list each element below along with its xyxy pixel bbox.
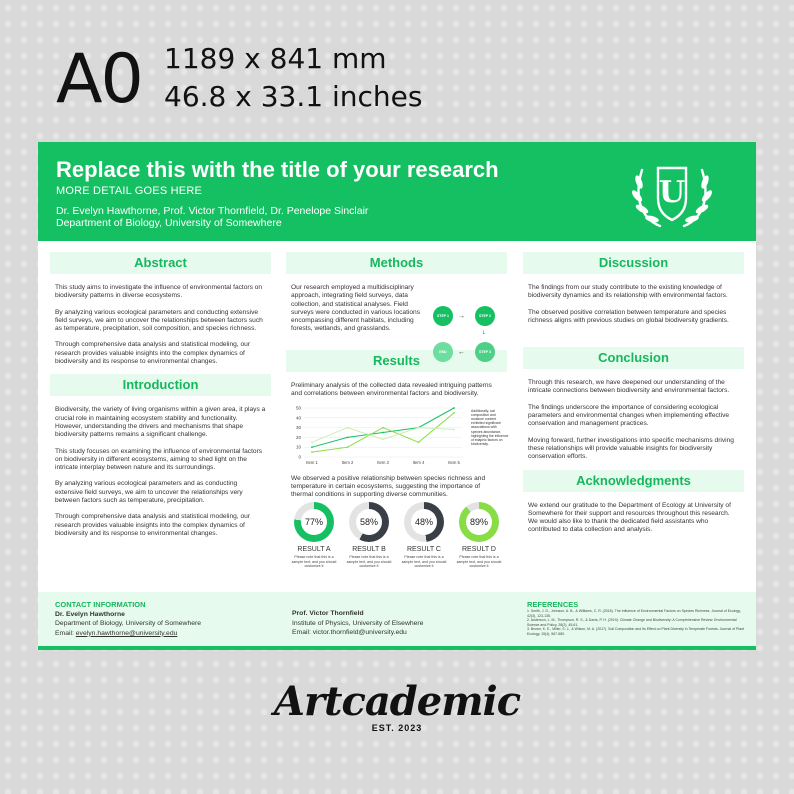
chart-y-tick-label: 40 (295, 414, 301, 420)
chart-note: Additionally, soil composition and moisture content exhibited significant associations with species abundance, highlighting the influence of edaphic factors on biodiversity. (471, 408, 509, 447)
pie-value: 89% (466, 509, 492, 535)
abstract-body (50, 284, 271, 366)
pie-label: RESULT D (462, 546, 496, 554)
introduction-p4: Through comprehensive data analysis and statistical modeling, our research provides valuable insights into the complex dynamics of biodiversity and its response to environmental changes. (55, 513, 250, 537)
paper-dimensions (164, 40, 422, 116)
paper-size-label: A0 (56, 40, 142, 119)
introduction-heading: Introduction (50, 374, 271, 396)
chart-data-point (382, 438, 384, 440)
reference-3: 3. Brown, K. E., Miller, S. J., & Wilson, M. A. (2017). Soil Composition and Its Effect on Plant Diversity in Temperate Forests. Journal of Plant Ecology, 15(4), 567-580. (527, 627, 744, 636)
chart-data-point (311, 446, 313, 448)
pie-ring (404, 502, 444, 542)
flow-arrow-left-icon: ← (458, 349, 465, 356)
discussion-p1: The findings from our study contribute to the existing knowledge of biodiversity dynamics and its relationship with environmental factors. (528, 284, 728, 300)
chart-data-point (453, 407, 455, 409)
acknowledgments-heading: Acknowledgments (523, 470, 744, 492)
conclusion-p3: Moving forward, further investigations into specific mechanisms driving these relationships will provide valuable insights for biodiversity conservation efforts. (528, 436, 734, 461)
methods-text: Our research employed a multidisciplinary approach, integrating field surveys, data collection, and statistical analyses. Field surveys were conducted in various locations encompassing different habitats, including forests, wetlands, and grasslands. (291, 284, 421, 333)
chart-x-tick-label: Item 3 (377, 459, 389, 465)
chart-data-point (418, 426, 420, 428)
contact-2-email: Email: victor.thornfield@university.edu (292, 629, 407, 636)
abstract-p3: Through comprehensive data analysis and statistical modeling, our research provides valuable insights into the complex dynamics of biodiversity and its response to environmental changes. (55, 341, 250, 366)
chart-data-point (418, 441, 420, 443)
introduction-p3: By analyzing various ecological parameters and as conducting extensive field surveys, we aim to uncover the relationships very between factors such as temperature, precipitation. (55, 480, 243, 505)
methods-flow-diagram (431, 306, 506, 368)
dimensions-mm: 1189 x 841 mm (164, 42, 387, 75)
pie-ring (349, 502, 389, 542)
poster-title: Replace this with the title of your research (56, 157, 499, 182)
contact-1 (55, 600, 201, 638)
logo-letter: U (658, 175, 686, 210)
pie-result-c (400, 502, 448, 568)
methods-block (286, 274, 507, 356)
results-chart (286, 403, 507, 471)
reference-2: 2. Anderson, L. M., Thompson, R. S., & Davis, P. H. (2019). Climate Change and Biodiversity: A Comprehensive Review. Environmental Science and Policy, 28(2), 45-61. (527, 618, 737, 627)
methods-heading: Methods (286, 252, 507, 274)
contact-1-dept: Department of Biology, University of Somewhere (55, 620, 202, 627)
discussion-heading: Discussion (523, 252, 744, 274)
contact-1-email-line (55, 629, 201, 639)
contact-2-name: Prof. Victor Thornfield (292, 610, 364, 617)
chart-data-point (347, 446, 349, 448)
chart-y-tick-label: 30 (295, 424, 301, 430)
results-pies (286, 502, 507, 568)
chart-x-tick-label: Item 5 (448, 459, 460, 465)
contact-2-dept: Institute of Physics, University of Elsewhere (292, 619, 424, 627)
introduction-p2: This study focuses on examining the influence of environmental factors on biodiversity in different ecosystems, aiming to shed light on the intricate interplay between nature and its surroundings. (55, 447, 263, 472)
discussion-p2: The observed positive correlation between temperature and species richness aligns with previous studies on global biodiversity gradients. (528, 308, 729, 324)
university-laurel-logo-icon (630, 152, 714, 234)
pie-label: RESULT A (297, 546, 331, 554)
chart-data-point (453, 412, 455, 414)
line-chart (286, 403, 468, 471)
column-left (50, 252, 271, 546)
poster (38, 142, 756, 650)
introduction-body (50, 406, 271, 538)
reference-1: 1. Smith, J. D., Johnson, A. B., & Williams, C. R. (2018). The Influence of Environmental Factors on Species Richness. Journal of Ecology, 42(3), 123-135. (527, 609, 741, 618)
chart-y-tick-label: 10 (295, 444, 301, 450)
flow-node-end: END (433, 342, 453, 362)
contact-heading: CONTACT INFORMATION (55, 600, 146, 609)
pie-desc: Please note that this is a sample text, and you should customize it (401, 555, 447, 569)
chart-x-tick-label: Item 1 (306, 459, 318, 465)
results-intro: Preliminary analysis of the collected data revealed intriguing patterns and correlations between environmental factors and biodiversity. (291, 382, 492, 398)
pie-result-a (290, 502, 338, 568)
chart-y-tick-label: 20 (295, 434, 301, 440)
discussion-body (523, 284, 744, 325)
flow-node-step-1: STEP 1 (433, 306, 453, 326)
chart-x-tick-label: Item 2 (341, 459, 354, 465)
chart-data-point (347, 436, 349, 438)
pie-desc: Please note that this is a sample text, and you should customize it (291, 555, 337, 569)
pie-ring (459, 502, 499, 542)
poster-header (38, 142, 756, 241)
chart-y-tick-label: 0 (298, 454, 301, 460)
conclusion-p2: The findings underscore the importance of considering ecological parameters and environmental changes when implementing effective conservation and management practices. (528, 403, 730, 428)
introduction-p1: Biodiversity, the variety of living organisms within a given area, it plays a crucial role in maintaining ecosystem stability and functionality. However, understanding the drivers and mechanisms that shape biodiversity patterns remains a significant challenge. (55, 406, 266, 439)
pie-desc: Please note that this is a sample text, and you should customize it (456, 555, 502, 569)
pie-label: RESULT B (352, 546, 386, 554)
brand-established: EST. 2023 (371, 723, 423, 733)
flow-node-step-2: STEP 2 (475, 306, 495, 326)
chart-data-point (382, 426, 384, 428)
contact-1-email-label: Email: (55, 629, 74, 637)
chart-data-point (382, 431, 384, 433)
chart-x-tick-label: Item 4 (412, 459, 425, 465)
pie-value: 77% (301, 509, 327, 535)
abstract-p2: By analyzing various ecological parameters and conducting extensive field surveys, we aim to uncover the relationships between factors such as temperature, precipitation, soil composition, and species richness. (55, 308, 263, 333)
abstract-p1: This study aims to investigate the influence of environmental factors on biodiversity patterns in diverse ecosystems. (55, 284, 263, 300)
pie-desc: Please note that this is a sample text, and you should customize it (346, 555, 392, 569)
results-text-2: We observed a positive relationship between species richness and temperature in certain ecosystems, suggesting the importance of thermal conditions in supporting diverse communities. (291, 474, 486, 499)
brand-name: Artcademic (273, 678, 521, 725)
pie-result-b (345, 502, 393, 568)
column-right (523, 252, 744, 535)
pie-label: RESULT C (407, 546, 441, 554)
poster-authors (56, 205, 368, 229)
chart-data-point (311, 441, 313, 443)
brand-logo (0, 678, 794, 733)
author-department: Department of Biology, University of Somewhere (56, 217, 282, 229)
contact-2 (292, 609, 423, 638)
contact-1-email-link[interactable]: evelyn.hawthorne@university.edu (75, 629, 178, 637)
footer-accent-bar (38, 646, 756, 650)
conclusion-body (523, 379, 744, 461)
poster-footer (38, 592, 756, 650)
author-names: Dr. Evelyn Hawthorne, Prof. Victor Thornfield, Dr. Penelope Sinclair (56, 205, 369, 217)
conclusion-heading: Conclusion (523, 347, 744, 369)
poster-subtitle: MORE DETAIL GOES HERE (56, 185, 203, 197)
conclusion-p1: Through this research, we have deepened our understanding of the intricate connections between biodiversity and environmental factors. (528, 379, 730, 395)
chart-data-point (347, 426, 349, 428)
references-heading: REFERENCES (527, 600, 579, 609)
pie-ring (294, 502, 334, 542)
acknowledgments-body: We extend our gratitude to the Department of Ecology at University of Somewhere for their support and resources throughout this research. We would also like to thank the dedicated field assistants who contributed to data collection and analysis. (528, 501, 731, 534)
flow-node-step-3: STEP 3 (475, 342, 495, 362)
column-middle (286, 252, 507, 569)
flow-arrow-down-icon: ↓ (482, 329, 486, 336)
chart-data-point (311, 451, 313, 453)
chart-y-tick-label: 50 (295, 405, 301, 411)
pie-value: 48% (411, 509, 437, 535)
dimensions-inches: 46.8 x 33.1 inches (164, 80, 423, 113)
contact-1-name: Dr. Evelyn Hawthorne (55, 610, 125, 618)
pie-result-d (455, 502, 503, 568)
flow-arrow-right-icon: → (458, 313, 465, 320)
pie-value: 58% (356, 509, 382, 535)
references (527, 600, 749, 636)
abstract-heading: Abstract (50, 252, 271, 274)
chart-data-point (453, 428, 455, 430)
results-heading: Results (286, 350, 507, 372)
